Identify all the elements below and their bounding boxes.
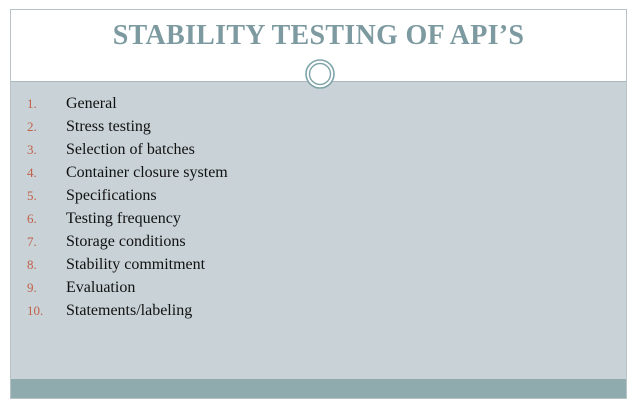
list-item-text: Selection of batches <box>66 141 195 158</box>
list-item-text: Testing frequency <box>66 210 181 227</box>
list-item-text: Storage conditions <box>66 233 186 250</box>
double-circle-divider-icon <box>301 59 339 89</box>
topic-list <box>11 95 611 325</box>
list-item <box>11 95 611 118</box>
list-item <box>11 164 611 187</box>
list-item <box>11 210 611 233</box>
list-item-number: 9. <box>27 280 37 295</box>
list-item-number: 10. <box>27 303 44 318</box>
list-item-number: 1. <box>27 96 37 111</box>
list-item <box>11 118 611 141</box>
list-item-text: General <box>66 95 117 112</box>
list-item-number: 7. <box>27 234 37 249</box>
list-item-text: Specifications <box>66 187 157 204</box>
slide-title: STABILITY TESTING OF API’S <box>112 20 525 51</box>
list-item-number: 8. <box>27 257 37 272</box>
list-item-number: 3. <box>27 142 37 157</box>
list-item-number: 5. <box>27 188 37 203</box>
list-item <box>11 279 611 302</box>
list-item-number: 6. <box>27 211 37 226</box>
list-item-text: Evaluation <box>66 279 136 296</box>
list-item-number: 4. <box>27 165 37 180</box>
list-item-text: Container closure system <box>66 164 228 181</box>
list-item <box>11 302 611 325</box>
list-item-text: Stability commitment <box>66 256 206 273</box>
list-item-text: Statements/labeling <box>66 302 193 319</box>
list-item-text: Stress testing <box>66 118 151 135</box>
footer-bar <box>11 379 626 398</box>
list-item <box>11 187 611 210</box>
list-item <box>11 233 611 256</box>
list-item <box>11 256 611 279</box>
list-item <box>11 141 611 164</box>
list-item-number: 2. <box>27 119 37 134</box>
